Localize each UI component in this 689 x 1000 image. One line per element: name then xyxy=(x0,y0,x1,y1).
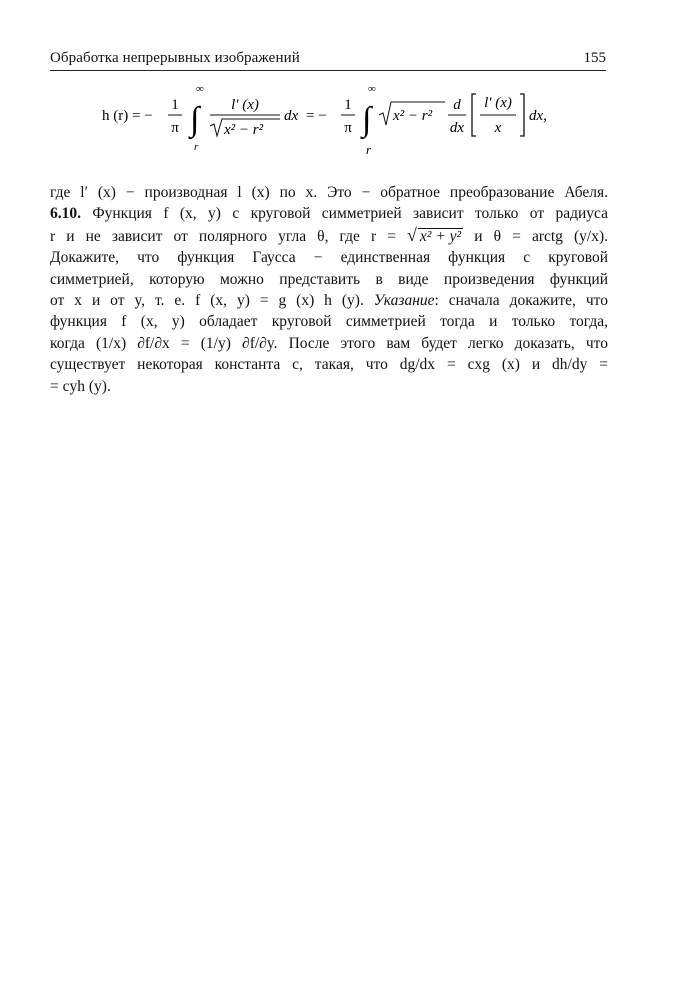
fraction-pi-2: π xyxy=(344,120,352,136)
lower-limit-1: r xyxy=(194,141,199,153)
integral-sign-2: ∫ xyxy=(362,101,372,138)
dx-1: dx xyxy=(284,108,299,124)
page-number: 155 xyxy=(583,50,606,66)
running-header xyxy=(50,46,606,71)
sqrt-inline-argument: x² + y² xyxy=(419,227,462,245)
integral-sign-1: ∫ xyxy=(190,101,200,138)
sqrt-sign-inline: √ xyxy=(407,224,417,245)
running-title: Обработка непрерывных изображений xyxy=(50,50,300,66)
right-bracket xyxy=(520,94,524,136)
body-text xyxy=(50,182,608,397)
left-bracket xyxy=(472,94,476,136)
dx-tail: dx, xyxy=(529,108,547,124)
numerator-1: l′ (x) xyxy=(231,97,259,113)
lower-limit-2: r xyxy=(366,142,372,157)
upper-limit-1: ∞ xyxy=(196,83,204,95)
denominator-3: x xyxy=(494,120,502,136)
problem-line-4: симметрией, которую можно представить в виде произведения функций xyxy=(50,270,608,288)
paragraph-line-1: где l′ (x) − производная l (x) по x. Это − обратное преобразование Абеля. xyxy=(50,184,608,201)
problem-line-8: существует некоторая константа c, такая, что dg/dx = cxg (x) и dh/dy = xyxy=(50,356,608,374)
sqrt-argument-2: x² − r² xyxy=(393,108,433,124)
display-formula xyxy=(98,82,568,162)
problem-text-b2: и θ = arctg (y/x). xyxy=(463,227,608,245)
denominator-1: x² − r² xyxy=(224,122,264,138)
upper-limit-2: ∞ xyxy=(368,83,376,95)
problem-line-1 xyxy=(50,203,608,224)
problem-line-2 xyxy=(50,225,608,247)
problem-text-e2: : сначала докажите, что xyxy=(434,292,608,310)
problem-number: 6.10. xyxy=(50,205,81,223)
derivative-d: d xyxy=(453,97,461,113)
hint-label: Указание xyxy=(373,292,435,310)
problem-line-5 xyxy=(50,290,608,311)
numerator-3: l′ (x) xyxy=(484,95,512,111)
problem-line-9: = cyh (y). xyxy=(50,377,111,395)
problem-text-b1: r и не зависит от полярного угла θ, где r = xyxy=(50,227,408,245)
problem-line-7: когда (1/x) ∂f/∂x = (1/y) ∂f/∂y. После этого вам будет легко доказать, что xyxy=(50,334,608,352)
eq-minus: = − xyxy=(306,108,327,124)
fraction-pi-1: π xyxy=(171,120,179,136)
derivative-dx: dx xyxy=(449,120,465,136)
fraction-one-2: 1 xyxy=(344,97,352,113)
problem-line-6: функция f (x, y) обладает круговой симметрией тогда и только тогда, xyxy=(50,313,608,331)
problem-line-3: Докажите, что функция Гаусса − единственная функция с круговой xyxy=(50,249,608,267)
fraction-one-1: 1 xyxy=(171,97,179,113)
problem-text-a: Функция f (x, y) с круговой симметрией зависит только от радиуса xyxy=(92,205,608,223)
formula-lhs: h (r) = − xyxy=(102,108,153,124)
problem-text-e1: от x и от y, т. е. f (x, y) = g (x) h (y). xyxy=(50,292,374,310)
